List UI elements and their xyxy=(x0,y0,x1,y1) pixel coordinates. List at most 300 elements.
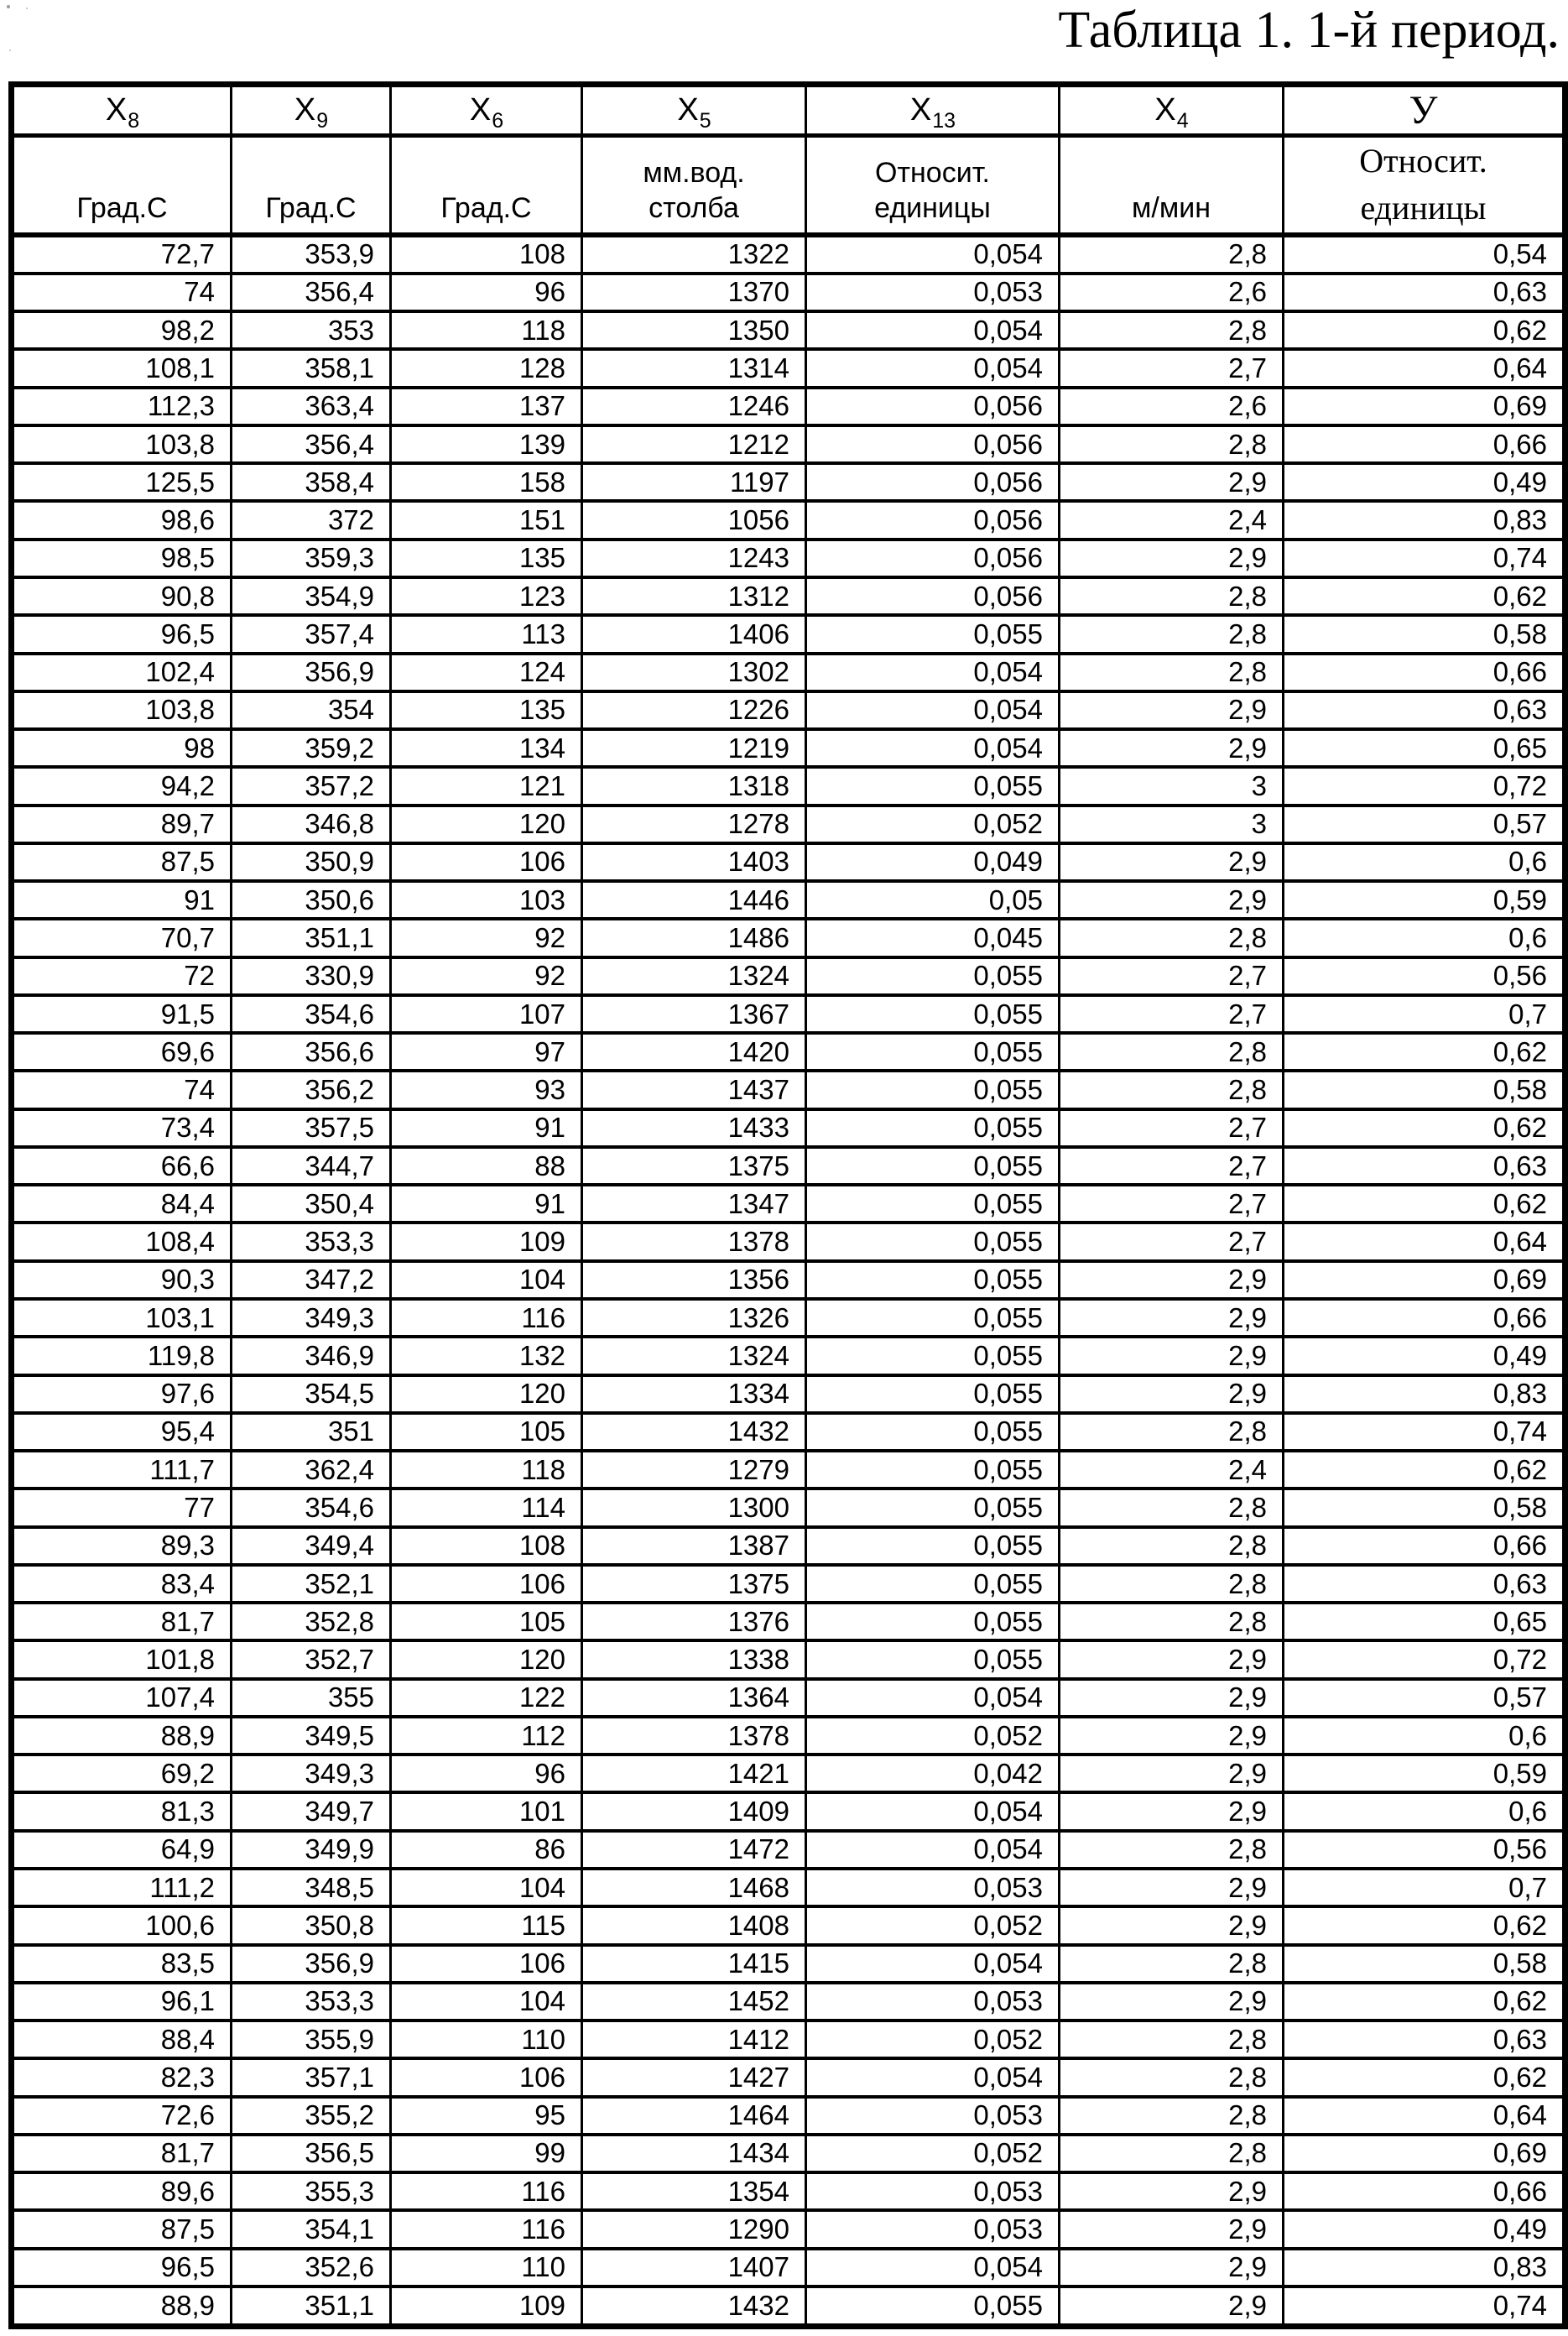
table-cell-x4: 2,9 xyxy=(1060,1717,1284,1755)
column-header-y xyxy=(1284,85,1565,136)
table-cell-x13: 0,054 xyxy=(806,691,1060,729)
table-cell-x5: 1279 xyxy=(582,1451,806,1489)
column-header-x5 xyxy=(582,85,806,136)
table-row xyxy=(12,767,1565,805)
table-cell-x9: 356,6 xyxy=(232,1033,391,1071)
table-cell-y: 0,66 xyxy=(1284,2172,1565,2210)
table-cell-x13: 0,055 xyxy=(806,1640,1060,1678)
table-cell-x4: 2,8 xyxy=(1060,235,1284,274)
table-cell-x9: 352,1 xyxy=(232,1565,391,1603)
table-cell-x9: 356,2 xyxy=(232,1071,391,1108)
table-row xyxy=(12,501,1565,539)
table-cell-x5: 1387 xyxy=(582,1527,806,1565)
table-cell-x9: 354,6 xyxy=(232,995,391,1033)
table-cell-x9: 353,3 xyxy=(232,1983,391,2021)
table-cell-x8: 88,9 xyxy=(12,2286,232,2327)
table-cell-x13: 0,056 xyxy=(806,501,1060,539)
column-unit-x6: Град.С xyxy=(391,136,582,235)
table-cell-x6: 137 xyxy=(391,388,582,425)
table-cell-x5: 1324 xyxy=(582,1337,806,1374)
table-cell-x4: 2,9 xyxy=(1060,1375,1284,1413)
table-cell-x5: 1300 xyxy=(582,1489,806,1526)
table-cell-x4: 3 xyxy=(1060,767,1284,805)
table-cell-x13: 0,055 xyxy=(806,1337,1060,1374)
table-cell-x4: 2,9 xyxy=(1060,1679,1284,1717)
table-cell-x5: 1197 xyxy=(582,463,806,501)
table-cell-x4: 2,8 xyxy=(1060,1565,1284,1603)
table-cell-x5: 1408 xyxy=(582,1906,806,1944)
table-cell-x9: 352,7 xyxy=(232,1640,391,1678)
table-row xyxy=(12,1640,1565,1678)
table-cell-x6: 96 xyxy=(391,274,582,311)
column-unit-x4: м/мин xyxy=(1060,136,1284,235)
column-header-x6 xyxy=(391,85,582,136)
table-cell-x4: 2,9 xyxy=(1060,691,1284,729)
table-cell-x6: 109 xyxy=(391,2286,582,2327)
table-cell-y: 0,63 xyxy=(1284,1565,1565,1603)
table-row xyxy=(12,1451,1565,1489)
table-cell-y: 0,49 xyxy=(1284,2210,1565,2248)
table-cell-y: 0,57 xyxy=(1284,806,1565,843)
table-cell-y: 0,65 xyxy=(1284,1603,1565,1640)
table-cell-x13: 0,055 xyxy=(806,1033,1060,1071)
table-cell-x4: 2,8 xyxy=(1060,1831,1284,1869)
table-cell-x5: 1226 xyxy=(582,691,806,729)
table-cell-x9: 351 xyxy=(232,1413,391,1451)
table-cell-x13: 0,055 xyxy=(806,1603,1060,1640)
table-cell-y: 0,63 xyxy=(1284,2021,1565,2058)
table-cell-x13: 0,055 xyxy=(806,1565,1060,1603)
table-cell-y: 0,57 xyxy=(1284,1679,1565,1717)
table-cell-x8: 101,8 xyxy=(12,1640,232,1678)
table-cell-x8: 108,4 xyxy=(12,1223,232,1260)
table-cell-x5: 1433 xyxy=(582,1109,806,1147)
table-cell-x5: 1409 xyxy=(582,1792,806,1830)
table-row xyxy=(12,1375,1565,1413)
table-cell-y: 0,64 xyxy=(1284,2097,1565,2135)
table-row xyxy=(12,881,1565,919)
table-row xyxy=(12,2058,1565,2096)
table-cell-x6: 120 xyxy=(391,806,582,843)
table-cell-x9: 355,9 xyxy=(232,2021,391,2058)
table-row xyxy=(12,1679,1565,1717)
table-cell-x13: 0,054 xyxy=(806,1792,1060,1830)
table-cell-x6: 123 xyxy=(391,577,582,615)
table-cell-x5: 1367 xyxy=(582,995,806,1033)
variable-symbol-x6: X xyxy=(469,92,492,128)
table-cell-x6: 91 xyxy=(391,1185,582,1223)
table-cell-x5: 1370 xyxy=(582,274,806,311)
table-cell-x5: 1376 xyxy=(582,1603,806,1640)
table-cell-x5: 1326 xyxy=(582,1299,806,1337)
table-cell-x8: 103,8 xyxy=(12,691,232,729)
table-row xyxy=(12,388,1565,425)
column-unit-y: Относит. единицы xyxy=(1284,136,1565,235)
table-cell-y: 0,7 xyxy=(1284,1869,1565,1906)
table-cell-x6: 97 xyxy=(391,1033,582,1071)
table-body xyxy=(12,235,1565,2327)
table-cell-x9: 354 xyxy=(232,691,391,729)
table-row xyxy=(12,729,1565,767)
table-cell-x13: 0,055 xyxy=(806,1451,1060,1489)
table-cell-x4: 3 xyxy=(1060,806,1284,843)
table-cell-x8: 73,4 xyxy=(12,1109,232,1147)
table-cell-x6: 106 xyxy=(391,1565,582,1603)
table-cell-x6: 118 xyxy=(391,311,582,349)
table-cell-x4: 2,7 xyxy=(1060,1147,1284,1185)
table-cell-x4: 2,6 xyxy=(1060,274,1284,311)
table-cell-x4: 2,8 xyxy=(1060,654,1284,691)
table-cell-x5: 1278 xyxy=(582,806,806,843)
table-cell-x6: 104 xyxy=(391,1869,582,1906)
table-cell-x8: 81,7 xyxy=(12,1603,232,1640)
table-cell-x6: 110 xyxy=(391,2249,582,2286)
table-header xyxy=(12,85,1565,235)
table-cell-x13: 0,056 xyxy=(806,540,1060,577)
table-cell-x5: 1378 xyxy=(582,1717,806,1755)
table-cell-x8: 103,1 xyxy=(12,1299,232,1337)
table-cell-y: 0,56 xyxy=(1284,1831,1565,1869)
table-cell-x6: 135 xyxy=(391,691,582,729)
table-row xyxy=(12,1792,1565,1830)
table-cell-y: 0,62 xyxy=(1284,1033,1565,1071)
table-cell-x9: 357,2 xyxy=(232,767,391,805)
table-cell-x6: 96 xyxy=(391,1755,582,1792)
table-cell-x13: 0,053 xyxy=(806,2097,1060,2135)
table-cell-x9: 357,1 xyxy=(232,2058,391,2096)
table-cell-y: 0,63 xyxy=(1284,274,1565,311)
variable-symbol-x9: X xyxy=(294,92,316,128)
table-cell-x8: 98,5 xyxy=(12,540,232,577)
table-row xyxy=(12,2021,1565,2058)
table-cell-x8: 90,3 xyxy=(12,1261,232,1299)
table-cell-x6: 106 xyxy=(391,843,582,881)
table-cell-x13: 0,056 xyxy=(806,577,1060,615)
table-cell-x4: 2,9 xyxy=(1060,1299,1284,1337)
table-cell-x6: 109 xyxy=(391,1223,582,1260)
table-cell-x6: 91 xyxy=(391,1109,582,1147)
table-cell-x13: 0,054 xyxy=(806,2058,1060,2096)
table-cell-x13: 0,053 xyxy=(806,274,1060,311)
table-cell-x6: 135 xyxy=(391,540,582,577)
table-cell-x9: 356,4 xyxy=(232,274,391,311)
table-cell-x5: 1324 xyxy=(582,957,806,995)
table-cell-x4: 2,8 xyxy=(1060,1413,1284,1451)
header-row-variables xyxy=(12,85,1565,136)
table-cell-x8: 95,4 xyxy=(12,1413,232,1451)
table-cell-x9: 359,2 xyxy=(232,729,391,767)
table-row xyxy=(12,577,1565,615)
table-cell-y: 0,49 xyxy=(1284,1337,1565,1374)
table-cell-x8: 87,5 xyxy=(12,2210,232,2248)
table-cell-x13: 0,052 xyxy=(806,2021,1060,2058)
table-row xyxy=(12,691,1565,729)
column-header-x8 xyxy=(12,85,232,136)
table-cell-x8: 72 xyxy=(12,957,232,995)
table-cell-x8: 89,3 xyxy=(12,1527,232,1565)
table-row xyxy=(12,1565,1565,1603)
table-cell-x13: 0,042 xyxy=(806,1755,1060,1792)
table-cell-x4: 2,8 xyxy=(1060,919,1284,957)
table-cell-x13: 0,055 xyxy=(806,2286,1060,2327)
table-cell-x8: 83,5 xyxy=(12,1945,232,1983)
column-header-x4 xyxy=(1060,85,1284,136)
table-cell-x5: 1246 xyxy=(582,388,806,425)
variable-symbol-x13: X xyxy=(909,92,932,128)
table-cell-x6: 122 xyxy=(391,1679,582,1717)
table-row xyxy=(12,1906,1565,1944)
table-cell-x4: 2,9 xyxy=(1060,1337,1284,1374)
table-cell-x9: 356,9 xyxy=(232,654,391,691)
table-cell-x6: 124 xyxy=(391,654,582,691)
table-cell-x8: 69,2 xyxy=(12,1755,232,1792)
table-cell-x5: 1437 xyxy=(582,1071,806,1108)
table-cell-x6: 151 xyxy=(391,501,582,539)
table-cell-x9: 356,5 xyxy=(232,2135,391,2172)
table-cell-y: 0,58 xyxy=(1284,615,1565,653)
table-cell-x6: 108 xyxy=(391,235,582,274)
variable-symbol-x4: X xyxy=(1154,92,1176,128)
table-cell-x4: 2,9 xyxy=(1060,2286,1284,2327)
table-cell-x8: 89,7 xyxy=(12,806,232,843)
table-cell-x4: 2,9 xyxy=(1060,2210,1284,2248)
table-cell-y: 0,58 xyxy=(1284,1945,1565,1983)
table-cell-x13: 0,055 xyxy=(806,1375,1060,1413)
table-cell-x5: 1407 xyxy=(582,2249,806,2286)
table-cell-x4: 2,7 xyxy=(1060,1185,1284,1223)
table-cell-x9: 357,5 xyxy=(232,1109,391,1147)
variable-subscript-x8: 8 xyxy=(128,109,140,133)
table-cell-x5: 1472 xyxy=(582,1831,806,1869)
table-cell-x8: 66,6 xyxy=(12,1147,232,1185)
table-cell-y: 0,63 xyxy=(1284,1147,1565,1185)
table-cell-x13: 0,052 xyxy=(806,1906,1060,1944)
table-cell-y: 0,62 xyxy=(1284,1451,1565,1489)
table-cell-x9: 350,9 xyxy=(232,843,391,881)
table-cell-y: 0,62 xyxy=(1284,577,1565,615)
table-row xyxy=(12,957,1565,995)
table-cell-y: 0,62 xyxy=(1284,1983,1565,2021)
table-cell-x5: 1432 xyxy=(582,2286,806,2327)
table-cell-x9: 350,4 xyxy=(232,1185,391,1223)
table-cell-x13: 0,049 xyxy=(806,843,1060,881)
column-unit-x8: Град.С xyxy=(12,136,232,235)
table-cell-x13: 0,056 xyxy=(806,425,1060,463)
table-row xyxy=(12,2097,1565,2135)
table-cell-y: 0,83 xyxy=(1284,2249,1565,2286)
table-cell-x13: 0,055 xyxy=(806,1109,1060,1147)
table-cell-x5: 1318 xyxy=(582,767,806,805)
page-title: Таблица 1. 1-й период. xyxy=(1058,2,1560,59)
table-cell-x8: 112,3 xyxy=(12,388,232,425)
table-cell-x4: 2,9 xyxy=(1060,2249,1284,2286)
table-cell-y: 0,62 xyxy=(1284,1185,1565,1223)
table-cell-x4: 2,9 xyxy=(1060,1640,1284,1678)
table-cell-x5: 1403 xyxy=(582,843,806,881)
variable-subscript-x5: 5 xyxy=(699,109,711,133)
table-row xyxy=(12,843,1565,881)
table-cell-x9: 356,9 xyxy=(232,1945,391,1983)
table-cell-x13: 0,053 xyxy=(806,2172,1060,2210)
table-cell-x9: 349,5 xyxy=(232,1717,391,1755)
table-cell-x4: 2,8 xyxy=(1060,1071,1284,1108)
table-cell-x8: 119,8 xyxy=(12,1337,232,1374)
table-cell-x4: 2,9 xyxy=(1060,843,1284,881)
table-cell-y: 0,6 xyxy=(1284,1717,1565,1755)
table-cell-x8: 97,6 xyxy=(12,1375,232,1413)
table-cell-x4: 2,8 xyxy=(1060,425,1284,463)
column-unit-x13: Относит. единицы xyxy=(806,136,1060,235)
table-cell-x13: 0,052 xyxy=(806,2135,1060,2172)
table-cell-x4: 2,9 xyxy=(1060,881,1284,919)
table-cell-x6: 106 xyxy=(391,2058,582,2096)
table-cell-y: 0,66 xyxy=(1284,1299,1565,1337)
table-cell-x6: 99 xyxy=(391,2135,582,2172)
table-cell-x13: 0,056 xyxy=(806,388,1060,425)
table-cell-y: 0,74 xyxy=(1284,2286,1565,2327)
table-cell-x6: 114 xyxy=(391,1489,582,1526)
table-cell-x5: 1219 xyxy=(582,729,806,767)
table-cell-x13: 0,055 xyxy=(806,1071,1060,1108)
table-cell-x5: 1354 xyxy=(582,2172,806,2210)
table-cell-x13: 0,055 xyxy=(806,1147,1060,1185)
table-cell-x5: 1464 xyxy=(582,2097,806,2135)
table-cell-x9: 355 xyxy=(232,1679,391,1717)
table-cell-x4: 2,9 xyxy=(1060,540,1284,577)
table-cell-x8: 94,2 xyxy=(12,767,232,805)
table-row xyxy=(12,1223,1565,1260)
table-cell-x9: 355,2 xyxy=(232,2097,391,2135)
table-cell-x4: 2,8 xyxy=(1060,1603,1284,1640)
table-cell-x9: 351,1 xyxy=(232,2286,391,2327)
table-row xyxy=(12,919,1565,957)
table-cell-x9: 362,4 xyxy=(232,1451,391,1489)
table-cell-y: 0,66 xyxy=(1284,1527,1565,1565)
table-cell-x13: 0,052 xyxy=(806,806,1060,843)
table-cell-x8: 100,6 xyxy=(12,1906,232,1944)
table-cell-x9: 352,6 xyxy=(232,2249,391,2286)
table-cell-y: 0,54 xyxy=(1284,235,1565,274)
table-row xyxy=(12,1755,1565,1792)
table-cell-x9: 354,6 xyxy=(232,1489,391,1526)
table-cell-x8: 64,9 xyxy=(12,1831,232,1869)
table-cell-x6: 104 xyxy=(391,1983,582,2021)
table-row xyxy=(12,2172,1565,2210)
table-cell-x5: 1322 xyxy=(582,235,806,274)
table-cell-x5: 1452 xyxy=(582,1983,806,2021)
table-cell-x9: 349,3 xyxy=(232,1755,391,1792)
table-cell-x13: 0,05 xyxy=(806,881,1060,919)
table-cell-x9: 355,3 xyxy=(232,2172,391,2210)
table-row xyxy=(12,995,1565,1033)
table-row xyxy=(12,425,1565,463)
table-cell-x8: 81,7 xyxy=(12,2135,232,2172)
table-cell-x5: 1421 xyxy=(582,1755,806,1792)
table-cell-x9: 349,4 xyxy=(232,1527,391,1565)
column-header-x9 xyxy=(232,85,391,136)
table-cell-x9: 349,7 xyxy=(232,1792,391,1830)
table-cell-x13: 0,056 xyxy=(806,463,1060,501)
table-cell-x6: 121 xyxy=(391,767,582,805)
table-row xyxy=(12,1717,1565,1755)
table-cell-x6: 105 xyxy=(391,1413,582,1451)
table-cell-x6: 101 xyxy=(391,1792,582,1830)
table-cell-x5: 1338 xyxy=(582,1640,806,1678)
table-cell-x9: 346,8 xyxy=(232,806,391,843)
table-cell-x4: 2,8 xyxy=(1060,1945,1284,1983)
table-cell-x8: 88,4 xyxy=(12,2021,232,2058)
table-cell-x9: 349,9 xyxy=(232,1831,391,1869)
variable-subscript-x9: 9 xyxy=(316,109,329,133)
table-cell-x8: 102,4 xyxy=(12,654,232,691)
table-cell-x5: 1378 xyxy=(582,1223,806,1260)
table-cell-y: 0,72 xyxy=(1284,767,1565,805)
table-row xyxy=(12,1299,1565,1337)
table-cell-x6: 88 xyxy=(391,1147,582,1185)
table-cell-x13: 0,055 xyxy=(806,1299,1060,1337)
table-cell-x13: 0,045 xyxy=(806,919,1060,957)
table-cell-y: 0,66 xyxy=(1284,425,1565,463)
table-cell-x4: 2,9 xyxy=(1060,1261,1284,1299)
table-cell-x6: 132 xyxy=(391,1337,582,1374)
table-cell-x9: 354,1 xyxy=(232,2210,391,2248)
table-cell-x5: 1347 xyxy=(582,1185,806,1223)
table-cell-x5: 1056 xyxy=(582,501,806,539)
table-cell-x4: 2,9 xyxy=(1060,1792,1284,1830)
table-cell-x13: 0,054 xyxy=(806,235,1060,274)
table-cell-x9: 358,4 xyxy=(232,463,391,501)
scan-speckle xyxy=(7,5,10,8)
table-cell-y: 0,59 xyxy=(1284,1755,1565,1792)
table-cell-x13: 0,054 xyxy=(806,349,1060,387)
table-cell-x13: 0,055 xyxy=(806,1527,1060,1565)
table-row xyxy=(12,235,1565,274)
table-cell-x4: 2,8 xyxy=(1060,2097,1284,2135)
table-cell-x5: 1312 xyxy=(582,577,806,615)
table-cell-x4: 2,9 xyxy=(1060,2172,1284,2210)
table-row xyxy=(12,1033,1565,1071)
table-cell-x8: 81,3 xyxy=(12,1792,232,1830)
table-cell-x4: 2,7 xyxy=(1060,957,1284,995)
data-table xyxy=(8,81,1568,2329)
table-cell-x5: 1314 xyxy=(582,349,806,387)
table-cell-x4: 2,4 xyxy=(1060,1451,1284,1489)
table-cell-x9: 348,5 xyxy=(232,1869,391,1906)
table-cell-x9: 346,9 xyxy=(232,1337,391,1374)
table-row xyxy=(12,540,1565,577)
column-unit-x9: Град.С xyxy=(232,136,391,235)
table-cell-x6: 104 xyxy=(391,1261,582,1299)
table-cell-y: 0,6 xyxy=(1284,919,1565,957)
table-cell-x13: 0,055 xyxy=(806,615,1060,653)
table-row xyxy=(12,1337,1565,1374)
table-cell-x13: 0,053 xyxy=(806,1869,1060,1906)
table-cell-x5: 1406 xyxy=(582,615,806,653)
table-row xyxy=(12,311,1565,349)
table-cell-x8: 72,7 xyxy=(12,235,232,274)
table-cell-x13: 0,053 xyxy=(806,2210,1060,2248)
table-cell-y: 0,74 xyxy=(1284,1413,1565,1451)
table-cell-x13: 0,054 xyxy=(806,654,1060,691)
table-cell-x6: 93 xyxy=(391,1071,582,1108)
table-cell-x8: 125,5 xyxy=(12,463,232,501)
table-cell-y: 0,65 xyxy=(1284,729,1565,767)
table-cell-x9: 363,4 xyxy=(232,388,391,425)
table-row xyxy=(12,2249,1565,2286)
table-cell-x8: 77 xyxy=(12,1489,232,1526)
table-row xyxy=(12,1147,1565,1185)
table-cell-x9: 354,9 xyxy=(232,577,391,615)
